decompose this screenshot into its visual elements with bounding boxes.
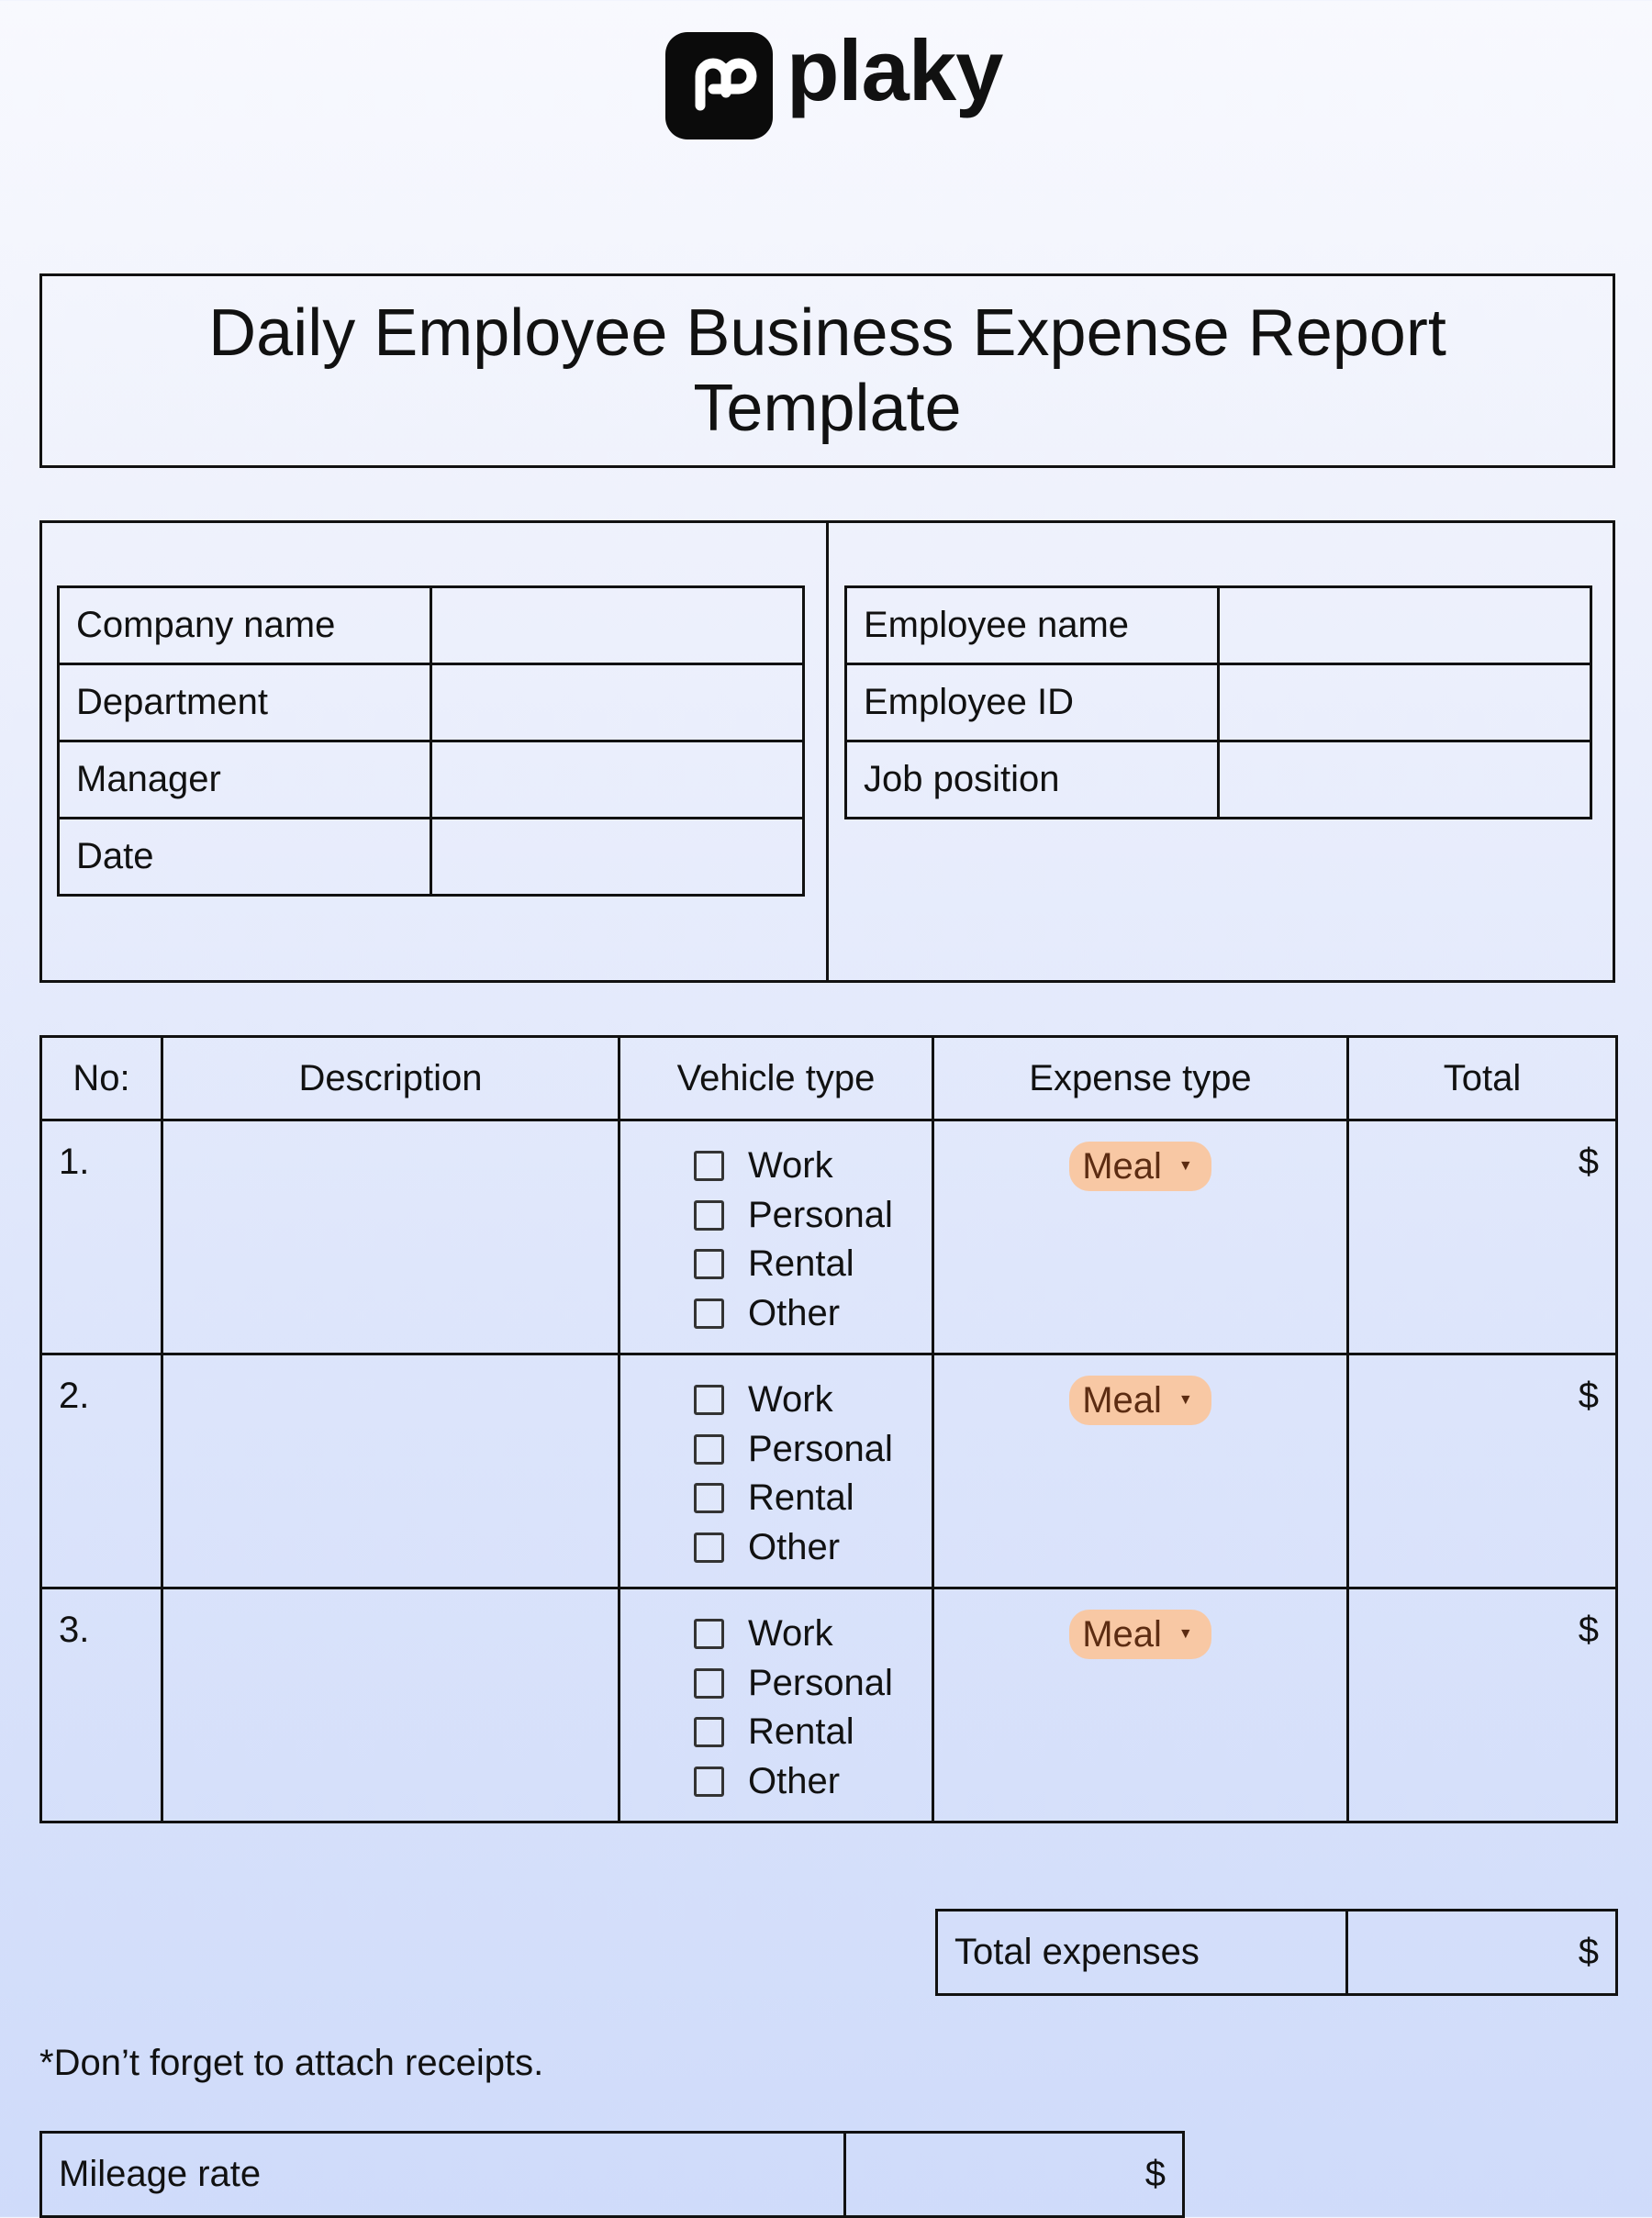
date-field[interactable] <box>431 819 804 896</box>
expense-type-value: Meal <box>1082 1379 1162 1421</box>
employee-info-table <box>844 585 1592 819</box>
option-label: Other <box>748 1292 841 1333</box>
option-label: Rental <box>748 1477 854 1519</box>
company-info-table <box>57 585 805 897</box>
option-label: Work <box>748 1613 833 1655</box>
option-label: Work <box>748 1379 833 1421</box>
caret-down-icon: ▼ <box>1178 1392 1193 1408</box>
info-divider <box>826 520 829 983</box>
table-row <box>41 1588 1617 1822</box>
expense-type-cell <box>933 1588 1348 1822</box>
department-row <box>59 664 804 741</box>
mileage-rate-table <box>39 2131 1185 2218</box>
option-label: Other <box>748 1526 841 1567</box>
job-position-row <box>846 741 1591 819</box>
company-name-row <box>59 587 804 664</box>
checkbox[interactable] <box>694 1533 724 1563</box>
checkbox[interactable] <box>694 1151 724 1181</box>
option-label: Rental <box>748 1243 854 1285</box>
row-total[interactable]: $ <box>1348 1120 1617 1354</box>
manager-label: Manager <box>59 741 431 819</box>
checkbox[interactable] <box>694 1200 724 1231</box>
job-position-field[interactable] <box>1219 741 1591 819</box>
row-number: 1. <box>41 1120 162 1354</box>
total-expenses-label: Total expenses <box>937 1911 1347 1995</box>
total-expenses-row <box>937 1911 1617 1995</box>
company-name-label: Company name <box>59 587 431 664</box>
employee-id-row <box>846 664 1591 741</box>
caret-down-icon: ▼ <box>1178 1158 1193 1174</box>
header-description: Description <box>162 1037 620 1120</box>
header-no: No: <box>41 1037 162 1120</box>
option-label: Personal <box>748 1428 893 1469</box>
plaky-logo-icon <box>665 32 773 139</box>
checkbox[interactable] <box>694 1249 724 1279</box>
vehicle-option-work[interactable] <box>694 1376 932 1425</box>
option-label: Personal <box>748 1662 893 1703</box>
vehicle-option-other[interactable] <box>694 1757 932 1807</box>
total-expenses-field[interactable]: $ <box>1347 1911 1617 1995</box>
brand-name: plaky <box>787 22 1003 118</box>
option-label: Work <box>748 1145 833 1187</box>
employee-name-field[interactable] <box>1219 587 1591 664</box>
vehicle-option-other[interactable] <box>694 1289 932 1339</box>
checkbox[interactable] <box>694 1767 724 1797</box>
checkbox[interactable] <box>694 1717 724 1747</box>
page-title: Daily Employee Business Expense Report Template <box>208 296 1446 445</box>
vehicle-option-work[interactable] <box>694 1610 932 1659</box>
employee-id-label: Employee ID <box>846 664 1219 741</box>
checkbox[interactable] <box>694 1668 724 1699</box>
expense-type-dropdown[interactable] <box>1069 1376 1211 1425</box>
header-vehicle-type: Vehicle type <box>620 1037 933 1120</box>
manager-field[interactable] <box>431 741 804 819</box>
checkbox[interactable] <box>694 1619 724 1649</box>
total-expenses-table <box>935 1909 1618 1996</box>
header-expense-type: Expense type <box>933 1037 1348 1120</box>
mileage-rate-row <box>41 2133 1184 2217</box>
manager-row <box>59 741 804 819</box>
expense-type-dropdown[interactable] <box>1069 1610 1211 1659</box>
department-field[interactable] <box>431 664 804 741</box>
row-number: 2. <box>41 1354 162 1588</box>
row-total[interactable]: $ <box>1348 1354 1617 1588</box>
expense-type-value: Meal <box>1082 1613 1162 1655</box>
employee-name-row <box>846 587 1591 664</box>
vehicle-option-personal[interactable] <box>694 1191 932 1241</box>
row-total[interactable]: $ <box>1348 1588 1617 1822</box>
option-label: Other <box>748 1760 841 1801</box>
vehicle-option-personal[interactable] <box>694 1425 932 1475</box>
table-row <box>41 1120 1617 1354</box>
table-row <box>41 1354 1617 1588</box>
company-name-field[interactable] <box>431 587 804 664</box>
vehicle-option-rental[interactable] <box>694 1474 932 1523</box>
vehicle-option-personal[interactable] <box>694 1659 932 1709</box>
vehicle-type-cell <box>620 1588 933 1822</box>
expense-table <box>39 1035 1618 1823</box>
checkbox[interactable] <box>694 1434 724 1465</box>
checkbox[interactable] <box>694 1483 724 1513</box>
vehicle-option-rental[interactable] <box>694 1708 932 1757</box>
vehicle-option-other[interactable] <box>694 1523 932 1573</box>
date-row <box>59 819 804 896</box>
expense-type-cell <box>933 1354 1348 1588</box>
option-label: Personal <box>748 1194 893 1235</box>
option-label: Rental <box>748 1711 854 1753</box>
expense-type-dropdown[interactable] <box>1069 1142 1211 1191</box>
checkbox[interactable] <box>694 1385 724 1415</box>
vehicle-option-rental[interactable] <box>694 1240 932 1289</box>
description-field[interactable] <box>162 1120 620 1354</box>
vehicle-type-cell <box>620 1354 933 1588</box>
vehicle-type-cell <box>620 1120 933 1354</box>
row-number: 3. <box>41 1588 162 1822</box>
mileage-rate-label: Mileage rate <box>41 2133 845 2217</box>
description-field[interactable] <box>162 1354 620 1588</box>
checkbox[interactable] <box>694 1298 724 1329</box>
description-field[interactable] <box>162 1588 620 1822</box>
vehicle-option-work[interactable] <box>694 1142 932 1191</box>
employee-name-label: Employee name <box>846 587 1219 664</box>
caret-down-icon: ▼ <box>1178 1626 1193 1642</box>
expense-header-row <box>41 1037 1617 1120</box>
employee-id-field[interactable] <box>1219 664 1591 741</box>
header-total: Total <box>1348 1037 1617 1120</box>
expense-type-value: Meal <box>1082 1145 1162 1187</box>
receipts-note: *Don’t forget to attach receipts. <box>39 2043 544 2083</box>
department-label: Department <box>59 664 431 741</box>
title-box <box>39 273 1615 468</box>
mileage-rate-field[interactable]: $ <box>845 2133 1184 2217</box>
expense-type-cell <box>933 1120 1348 1354</box>
job-position-label: Job position <box>846 741 1219 819</box>
date-label: Date <box>59 819 431 896</box>
